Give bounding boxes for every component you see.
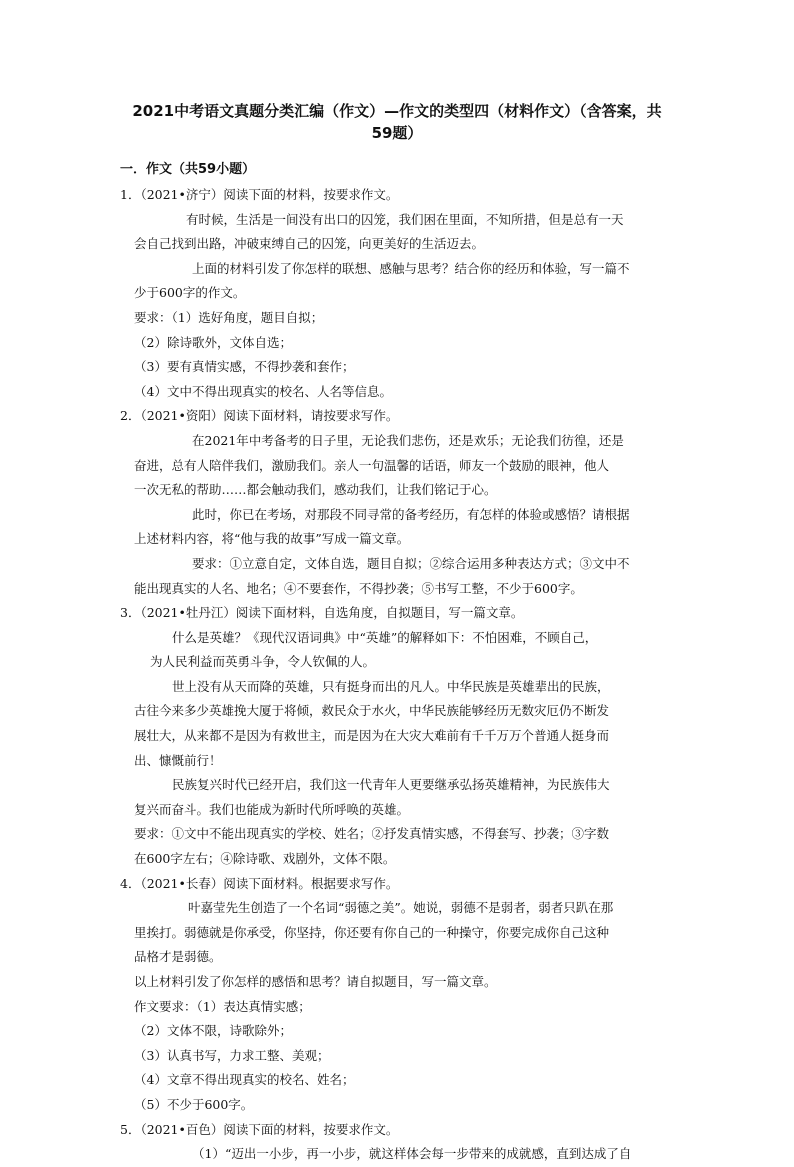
text-line: 叶嘉莹先生创造了一个名词“弱德之美”。她说，弱德不是弱者，弱者只趴在那 xyxy=(188,900,614,916)
text-line: 要求：①文中不能出现真实的学校、姓名；②抒发真情实感，不得套写、抄袭；③字数 xyxy=(134,826,610,842)
text-line: 古往今来多少英雄挽大厦于将倾，救民众于水火，中华民族能够经历无数灾厄仍不断发 xyxy=(134,703,610,719)
text-line: 上述材料内容，将“他与我的故事”写成一篇文章。 xyxy=(134,531,410,547)
text-line: （5）不少于600字。 xyxy=(134,1096,254,1112)
text-line: 世上没有从天而降的英雄，只有挺身而出的凡人。中华民族是英雄辈出的民族， xyxy=(172,678,610,694)
text-line: 品格才是弱德。 xyxy=(134,949,222,965)
text-line: 要求：①立意自定，文体自选，题目自拟；②综合运用多种表达方式；③文中不 xyxy=(192,555,630,571)
text-line: （1）“迈出一小步，再一小步，就这样体会每一步带来的成就感，直到达成了自 xyxy=(192,1146,632,1162)
text-line: 民族复兴时代已经开启，我们这一代青年人更要继承弘扬英雄精神，为民族伟大 xyxy=(172,777,610,793)
text-line: 少于600字的作文。 xyxy=(134,285,246,301)
text-line: 能出现真实的人名、地名；④不要套作，不得抄袭；⑤书写工整，不少于600字。 xyxy=(134,580,583,596)
text-line: （4）文章不得出现真实的校名、姓名； xyxy=(134,1072,355,1088)
text-line: 此时，你已在考场，对那段不同寻常的备考经历，有怎样的体验或感悟？请根据 xyxy=(192,506,630,522)
text-line: 什么是英雄？《现代汉语词典》中“英雄”的解释如下：不怕困难，不顾自己， xyxy=(172,629,598,645)
text-line: 会自己找到出路，冲破束缚自己的囚笼，向更美好的生活迈去。 xyxy=(134,236,485,252)
title-line-1: 2021中考语文真题分类汇编（作文）—作文的类型四（材料作文）（含答案，共 xyxy=(132,102,662,120)
text-line: 在600字左右；④除诗歌、戏剧外，文体不限。 xyxy=(134,851,396,867)
text-line: 5．（2021•百色）阅读下面的材料，按要求作文。 xyxy=(120,1121,399,1137)
text-line: （3）要有真情实感，不得抄袭和套作； xyxy=(134,359,355,375)
text-line: 奋进，总有人陪伴我们，激励我们。亲人一句温馨的话语，师友一个鼓励的眼神，他人 xyxy=(134,457,610,473)
document-body xyxy=(120,183,680,1167)
text-line: （3）认真书写，力求工整、美观； xyxy=(134,1047,330,1063)
text-line: （4）文中不得出现真实的校名、人名等信息。 xyxy=(134,383,392,399)
text-line: 里挨打。弱德就是你承受，你坚持，你还要有你自己的一种操守，你要完成你自己这种 xyxy=(134,924,610,940)
text-line: 上面的材料引发了你怎样的联想、感触与思考？结合你的经历和体验，写一篇不 xyxy=(192,260,630,276)
text-line: 作文要求：（1）表达真情实感； xyxy=(134,998,311,1014)
text-line: 在2021年中考备考的日子里，无论我们悲伤，还是欢乐；无论我们彷徨，还是 xyxy=(192,432,624,448)
section-heading: 一．作文（共59小题） xyxy=(120,162,256,177)
text-line: 一次无私的帮助……都会触动我们，感动我们，让我们铭记于心。 xyxy=(134,482,497,498)
text-line: 展壮大，从来都不是因为有救世主，而是因为在大灾大难前有千千万万个普通人挺身而 xyxy=(134,728,610,744)
text-line: 4．（2021•长春）阅读下面材料。根据要求写作。 xyxy=(120,875,399,891)
text-line: （2）文体不限，诗歌除外； xyxy=(134,1023,292,1039)
text-line: 有时候，生活是一间没有出口的囚笼，我们困在里面，不知所措，但是总有一天 xyxy=(186,211,624,227)
text-line: 2．（2021•资阳）阅读下面材料，请按要求写作。 xyxy=(120,408,399,424)
text-line: 以上材料引发了你怎样的感悟和思考？请自拟题目，写一篇文章。 xyxy=(134,974,497,989)
text-line: 为人民利益而英勇斗争，令人钦佩的人。 xyxy=(150,654,376,670)
text-line: 3．（2021•牡丹江）阅读下面材料，自选角度，自拟题目，写一篇文章。 xyxy=(120,605,524,621)
title-line-2: 59题） xyxy=(371,124,423,142)
text-line: 复兴而奋斗。我们也能成为新时代所呼唤的英雄。 xyxy=(134,801,410,817)
text-line: （2）除诗歌外，文体自选； xyxy=(134,334,292,350)
document-title xyxy=(110,100,684,144)
text-line: 要求：（1）选好角度，题目自拟； xyxy=(134,309,324,325)
text-line: 1．（2021•济宁）阅读下面的材料，按要求作文。 xyxy=(120,187,399,202)
text-line: 出、慷慨前行！ xyxy=(134,752,222,768)
